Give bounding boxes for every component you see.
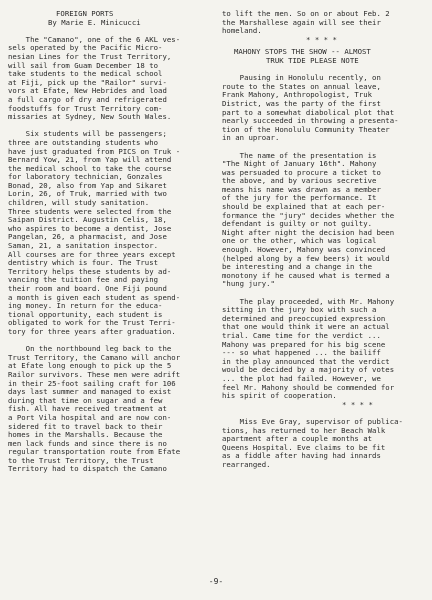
- text-line: a month is given each student as spend-: [8, 293, 181, 302]
- text-line: "hung jury.": [222, 280, 275, 289]
- text-line: trial. Came time for the verdict ...: [222, 331, 381, 340]
- text-line: the medical school to take the course: [8, 164, 172, 173]
- right-column: [222, 10, 426, 469]
- text-line: in an uproar.: [222, 134, 280, 143]
- paragraph-presentation: [222, 152, 426, 290]
- spacer: [222, 66, 426, 75]
- text-line: the above, and by various secretive: [222, 177, 377, 186]
- text-line: rearranged.: [222, 460, 271, 469]
- text-line: Pangelan, 26, a pharmacist, and Jose: [8, 233, 167, 242]
- text-line: route to the States on annual leave,: [222, 82, 381, 91]
- text-line: in the play announced that the verdict: [222, 357, 390, 366]
- text-line: Pausing in Honolulu recently, on: [222, 74, 381, 83]
- text-line: for laboratory technician, Gonzales: [8, 173, 163, 182]
- text-line: obligated to work for the Trust Terri-: [8, 319, 176, 328]
- text-line: The "Camano", one of the 6 AKL ves-: [8, 35, 181, 44]
- text-line: three are outstanding students who: [8, 138, 159, 147]
- spacer: [222, 289, 426, 298]
- text-line: monotony if he caused what is termed a: [222, 271, 390, 280]
- text-line: Six students will be passengers;: [8, 130, 167, 139]
- text-line: in their 25-foot sailing craft for 106: [8, 379, 176, 388]
- paragraph-northbound: [8, 345, 216, 474]
- spacer: [8, 122, 216, 131]
- text-line: means his name was drawn as a member: [222, 185, 381, 194]
- spacer: [8, 27, 216, 36]
- text-line: their room and board. One Fiji pound: [8, 285, 167, 293]
- text-line: All courses are for three years except: [8, 250, 176, 259]
- text-line: On the northbound leg back to the: [8, 345, 172, 354]
- text-line: tion of the Honolulu Community Theater: [222, 125, 390, 134]
- text-line: Territory had to dispatch the Camano: [8, 465, 167, 474]
- text-line: Mahony was prepared for his big scene: [222, 340, 386, 349]
- left-column: [8, 10, 216, 474]
- text-line: days last summer and managed to exist: [8, 388, 172, 397]
- paragraph-eve-gray: [222, 418, 426, 470]
- text-line: Railor survivors. These men were adrift: [8, 370, 181, 379]
- text-line: The name of the presentation is: [222, 151, 377, 160]
- text-line: to the Trust Territory, the Trust: [8, 456, 154, 465]
- text-line: missaries at Sydney, New South Wales.: [8, 113, 172, 122]
- text-line: will sail from Guam December 18 to: [8, 61, 159, 70]
- continued-text: [222, 10, 426, 36]
- article-subtitle-truk-tide: TRUK TIDE PLEASE NOTE: [266, 56, 359, 65]
- text-line: feel Mr. Mahony should be commended for: [222, 383, 395, 392]
- text-line: take students to the medical school: [8, 70, 163, 79]
- text-line: of the jury for the performance. It: [222, 194, 377, 203]
- text-line: Trust Territory, the Camano will anchor: [8, 353, 181, 362]
- text-line: regular transportation route from Efate: [8, 448, 181, 457]
- text-line: Saman, 21, a sanitation inspector.: [8, 242, 159, 251]
- text-line: who aspires to become a dentist, Jose: [8, 224, 172, 233]
- text-line: Territory helps these students by ad-: [8, 267, 172, 276]
- paragraph-students: [8, 130, 216, 336]
- text-line: one or the other, which was logical: [222, 237, 377, 246]
- text-line: to lift the men. So on or about Feb. 2: [222, 10, 390, 18]
- text-line: homes in the Marshalls. Because the: [8, 431, 163, 440]
- text-line: sels operated by the Pacific Micro-: [8, 44, 163, 53]
- text-line: his spirit of cooperation.: [222, 392, 337, 401]
- text-line: sitting in the jury box with such a: [222, 306, 377, 315]
- text-line: tions, has returned to her Beach Walk: [222, 426, 386, 435]
- text-line: dentistry which is four. The Trust: [8, 259, 159, 268]
- text-line: ... the plot had failed. However, we: [222, 374, 381, 383]
- text-line: vancing the tuition fee and paying: [8, 276, 159, 285]
- text-line: Saipan District. Augustin Celis, 18,: [8, 216, 167, 225]
- text-line: ing money. In return for the educa-: [8, 302, 163, 311]
- text-line: The play proceeded, with Mr. Mahony: [222, 297, 395, 306]
- text-line: nesian Lines for the Trust Territory,: [8, 52, 172, 61]
- text-line: as a fiddle after having had innards: [222, 452, 381, 461]
- text-line: "The Night of January 16th". Mahony: [222, 160, 377, 169]
- spacer: [8, 337, 216, 346]
- text-line: part to a somewhat diabolical plot that: [222, 108, 395, 117]
- page-number: -9-: [208, 577, 224, 586]
- text-line: would be decided by a majority of votes: [222, 366, 395, 375]
- article-title-mahony: MAHONY STOPS THE SHOW -- ALMOST: [234, 48, 371, 57]
- text-line: tional opportunity, each student is: [8, 310, 163, 319]
- section-separator: * * * *: [306, 35, 337, 44]
- article-title-foreign-ports: FOREIGN PORTS: [56, 10, 114, 18]
- text-line: enough. However, Mahony was convinced: [222, 246, 386, 255]
- text-line: tory for three years after graduation.: [8, 327, 176, 336]
- text-line: District, was the party of the first: [222, 99, 381, 108]
- text-line: Queens Hospital. Eve claims to be fit: [222, 443, 386, 452]
- text-line: children, will study sanitation.: [8, 199, 150, 208]
- text-line: Night after night the decision had been: [222, 228, 395, 237]
- text-line: be interesting and a change in the: [222, 263, 373, 272]
- text-line: have just graduated from PICS on Truk -: [8, 147, 181, 156]
- text-line: (helped along by a few beers) it would: [222, 254, 390, 263]
- text-line: Lorin, 26, of Truk, married with two: [8, 190, 167, 199]
- paragraph-honolulu: [222, 74, 426, 143]
- section-separator: * * * *: [342, 400, 373, 409]
- text-line: the Marshallese again will see their: [222, 18, 381, 27]
- text-line: formance the "jury" decides whether the: [222, 211, 395, 220]
- text-line: defendant is guilty or not guilty.: [222, 220, 373, 229]
- text-line: Bernard Yow, 21, from Yap will attend: [8, 156, 172, 165]
- text-line: during that time on sugar and a few: [8, 396, 163, 405]
- text-line: at Efate long enough to pick up the 5: [8, 362, 172, 371]
- text-line: foodstuffs for Trust Territory com-: [8, 104, 163, 113]
- text-line: homeland.: [222, 27, 262, 36]
- text-line: at Fiji, pick up the "Railor" survi-: [8, 78, 167, 87]
- text-line: fish. All have received treatment at: [8, 405, 167, 414]
- text-line: nearly succeeded in throwing a presenta-: [222, 117, 399, 126]
- text-line: that one would think it were an actual: [222, 323, 390, 332]
- article-byline: By Marie E. Minicucci: [48, 18, 141, 27]
- paragraph-camano: [8, 36, 216, 122]
- text-line: should be explained that at each per-: [222, 203, 386, 212]
- text-line: Bonad, 20, also from Yap and Sikaret: [8, 181, 167, 190]
- text-line: determined and preoccupied expression: [222, 314, 386, 323]
- text-line: apartment after a couple months at: [222, 435, 373, 444]
- text-line: Three students were selected from the: [8, 207, 172, 216]
- text-line: Frank Mahony, Anthropologist, Truk: [222, 91, 373, 100]
- text-line: a Port Vila hospital and are now con-: [8, 413, 172, 422]
- spacer: [222, 143, 426, 152]
- text-line: --- so what happened ... the bailiff: [222, 349, 381, 358]
- text-line: vors at Efate, New Hebrides and load: [8, 87, 167, 96]
- text-line: sidered fit to travel back to their: [8, 422, 163, 431]
- text-line: was persuaded to procure a ticket to: [222, 168, 381, 177]
- paragraph-verdict: [222, 298, 426, 401]
- spacer: [222, 409, 426, 418]
- text-line: Miss Eve Gray, supervisor of publica-: [222, 417, 403, 426]
- text-line: a full cargo of dry and refrigerated: [8, 95, 167, 104]
- text-line: men lack funds and since there is no: [8, 439, 167, 448]
